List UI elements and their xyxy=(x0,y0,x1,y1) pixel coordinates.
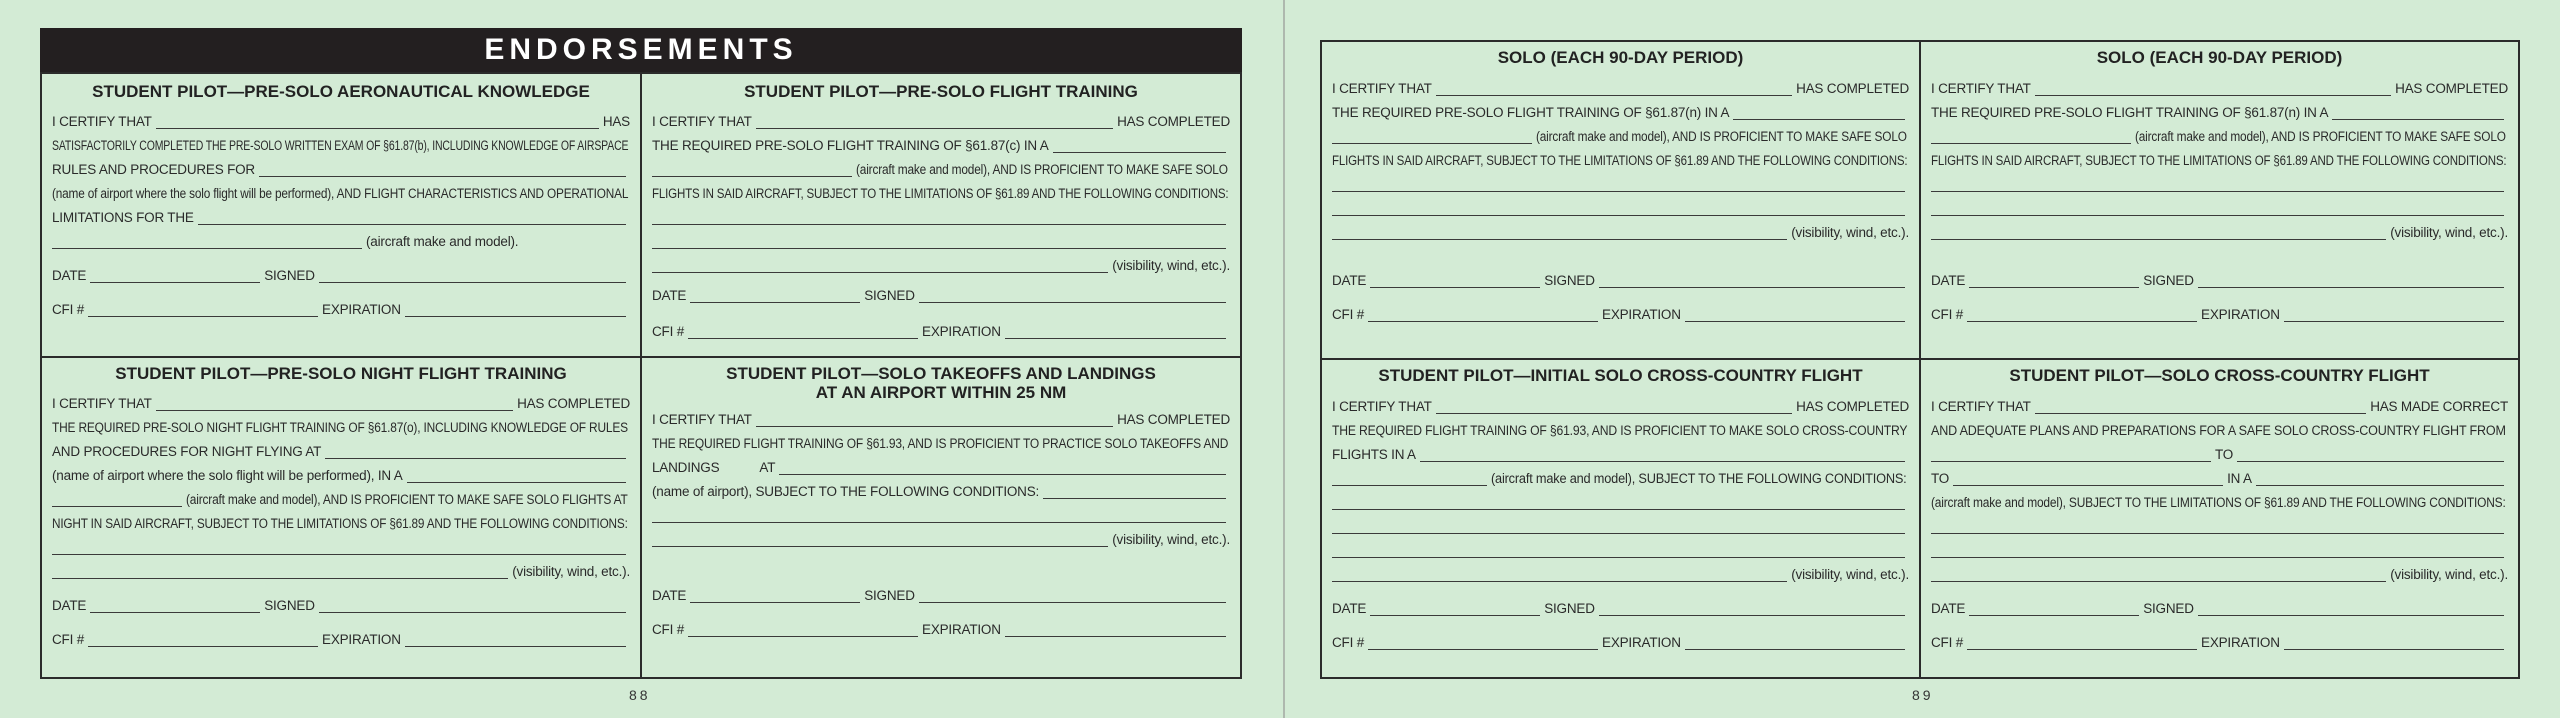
in-a-label: IN A xyxy=(2227,471,2252,486)
expiration-field[interactable] xyxy=(1005,337,1226,339)
expiration-field[interactable] xyxy=(405,645,626,647)
conditions-line[interactable] xyxy=(652,521,1226,523)
body-text: (aircraft make and model), SUBJECT TO THE LIMITATIONS OF §61.89 AND THE FOLLOWING CONDITIONS: xyxy=(1931,495,2506,510)
expiration-label: EXPIRATION xyxy=(1602,635,1681,650)
certify-label: I CERTIFY THAT xyxy=(52,114,152,129)
date-label: DATE xyxy=(52,268,87,283)
cfi-label: CFI # xyxy=(1931,307,1964,322)
date-field[interactable] xyxy=(690,601,860,603)
student-name-field[interactable] xyxy=(1436,94,1792,96)
expiration-field[interactable] xyxy=(2284,648,2504,650)
student-name-field[interactable] xyxy=(156,409,513,411)
body-text: FLIGHTS IN SAID AIRCRAFT, SUBJECT TO THE LIMITATIONS OF §61.89 AND THE FOLLOWING CONDITIONS: xyxy=(652,186,1229,201)
conditions-line[interactable] xyxy=(1931,556,2504,558)
cfi-label: CFI # xyxy=(1332,635,1365,650)
date-field[interactable] xyxy=(690,301,860,303)
student-name-field[interactable] xyxy=(156,127,599,129)
student-name-field[interactable] xyxy=(756,425,1113,427)
signature-field[interactable] xyxy=(1599,286,1905,288)
signature-field[interactable] xyxy=(919,601,1226,603)
conditions-line[interactable] xyxy=(1931,214,2504,216)
from-airport-field[interactable] xyxy=(1931,460,2211,462)
aircraft-model-field[interactable] xyxy=(1332,484,1487,486)
conditions-line[interactable] xyxy=(1931,238,2386,240)
body-text: AND ADEQUATE PLANS AND PREPARATIONS FOR A SAFE SOLO CROSS-COUNTRY FLIGHT FROM xyxy=(1931,423,2506,438)
expiration-label: EXPIRATION xyxy=(1602,307,1681,322)
cfi-label: CFI # xyxy=(1332,307,1365,322)
conditions-note: (visibility, wind, etc.). xyxy=(1791,225,1909,240)
body-text: (aircraft make and model), AND IS PROFICIENT TO MAKE SAFE SOLO xyxy=(2135,129,2506,144)
body-text: (aircraft make and model), AND IS PROFICIENT TO MAKE SAFE SOLO xyxy=(1536,129,1907,144)
date-label: DATE xyxy=(652,288,687,303)
date-field[interactable] xyxy=(1370,286,1540,288)
aircraft-field[interactable] xyxy=(407,481,626,483)
expiration-label: EXPIRATION xyxy=(322,302,401,317)
aircraft-note: (aircraft make and model). xyxy=(366,234,519,249)
signed-label: SIGNED xyxy=(2143,273,2194,288)
conditions-line[interactable] xyxy=(1332,508,1905,510)
student-name-field[interactable] xyxy=(2035,412,2366,414)
to-label: TO xyxy=(2215,447,2234,462)
endorsement-pre-solo-flight xyxy=(642,74,1240,356)
conditions-note: (visibility, wind, etc.). xyxy=(1112,258,1230,273)
student-name-field[interactable] xyxy=(756,127,1113,129)
cfi-number-field[interactable] xyxy=(88,315,318,317)
cell-title-line-1: STUDENT PILOT—SOLO TAKEOFFS AND LANDINGS xyxy=(726,364,1156,383)
aircraft-field[interactable] xyxy=(2256,484,2504,486)
has-completed-label: HAS COMPLETED xyxy=(2395,81,2508,96)
page-number-right: 89 xyxy=(1912,687,1934,703)
has-completed-label: HAS COMPLETED xyxy=(1796,399,1909,414)
body-text: (name of airport where the solo flight will be performed), IN A xyxy=(52,468,403,483)
certify-label: I CERTIFY THAT xyxy=(52,396,152,411)
conditions-note: (visibility, wind, etc.). xyxy=(1112,532,1230,547)
signed-label: SIGNED xyxy=(1544,601,1595,616)
body-text: SATISFACTORILY COMPLETED THE PRE-SOLO WRITTEN EXAM OF §61.87(b), INCLUDING KNOWLEDGE OF AIRSPACE xyxy=(52,138,629,153)
cfi-number-field[interactable] xyxy=(88,645,318,647)
endorsement-solo-takeoffs-landings xyxy=(642,358,1240,677)
signature-field[interactable] xyxy=(2198,286,2504,288)
expiration-field[interactable] xyxy=(405,315,626,317)
aircraft-field[interactable] xyxy=(1733,118,1905,120)
has-completed-label: HAS COMPLETED xyxy=(1117,114,1230,129)
endorsement-pre-solo-night xyxy=(42,358,640,677)
cell-title: STUDENT PILOT—PRE-SOLO FLIGHT TRAINING xyxy=(744,82,1138,101)
date-label: DATE xyxy=(1332,601,1367,616)
signed-label: SIGNED xyxy=(864,288,915,303)
expiration-label: EXPIRATION xyxy=(922,622,1001,637)
conditions-line[interactable] xyxy=(1332,214,1905,216)
to-airport-field[interactable] xyxy=(2237,460,2504,462)
conditions-line[interactable] xyxy=(1931,580,2386,582)
conditions-line[interactable] xyxy=(652,223,1226,225)
cfi-label: CFI # xyxy=(1931,635,1964,650)
endorsement-pre-solo-knowledge xyxy=(42,74,640,356)
certify-label: I CERTIFY THAT xyxy=(1931,81,2031,96)
endorsement-solo-90-day xyxy=(1921,42,2518,358)
certify-label: I CERTIFY THAT xyxy=(1332,81,1432,96)
signature-field[interactable] xyxy=(2198,614,2504,616)
certify-label: I CERTIFY THAT xyxy=(652,114,752,129)
signature-field[interactable] xyxy=(319,281,626,283)
body-text: THE REQUIRED PRE-SOLO NIGHT FLIGHT TRAINING OF §61.87(o), INCLUDING KNOWLEDGE OF RULES xyxy=(52,420,628,435)
to-label: TO xyxy=(1931,471,1950,486)
body-text: THE REQUIRED PRE-SOLO FLIGHT TRAINING OF §61.87(n) IN A xyxy=(1931,105,2329,120)
expiration-field[interactable] xyxy=(1685,320,1905,322)
body-text: THE REQUIRED FLIGHT TRAINING OF §61.93, AND IS PROFICIENT TO PRACTICE SOLO TAKEOFFS AND xyxy=(652,436,1229,451)
body-text: RULES AND PROCEDURES FOR xyxy=(52,162,255,177)
conditions-line[interactable] xyxy=(1332,190,1905,192)
book-spine xyxy=(1283,0,1285,718)
has-completed-label: HAS COMPLETED xyxy=(1796,81,1909,96)
cfi-label: CFI # xyxy=(52,302,85,317)
body-text: LANDINGS xyxy=(652,460,720,475)
body-text: LIMITATIONS FOR THE xyxy=(52,210,194,225)
certify-label: I CERTIFY THAT xyxy=(1332,399,1432,414)
certify-label: I CERTIFY THAT xyxy=(652,412,752,427)
date-label: DATE xyxy=(652,588,687,603)
conditions-line[interactable] xyxy=(1332,238,1787,240)
certify-label: I CERTIFY THAT xyxy=(1931,399,2031,414)
expiration-field[interactable] xyxy=(1005,635,1226,637)
body-text: (aircraft make and model), AND IS PROFICIENT TO MAKE SAFE SOLO xyxy=(856,162,1228,177)
expiration-label: EXPIRATION xyxy=(322,632,401,647)
conditions-line[interactable] xyxy=(1332,580,1787,582)
signature-field[interactable] xyxy=(1599,614,1905,616)
has-label: HAS xyxy=(602,114,630,129)
aircraft-field[interactable] xyxy=(2332,118,2504,120)
cfi-number-field[interactable] xyxy=(1967,648,2197,650)
signature-field[interactable] xyxy=(319,611,626,613)
signature-field[interactable] xyxy=(919,301,1226,303)
signed-label: SIGNED xyxy=(1544,273,1595,288)
aircraft-model-field[interactable] xyxy=(652,175,852,177)
body-text: (aircraft make and model), AND IS PROFICIENT TO MAKE SAFE SOLO FLIGHTS AT xyxy=(186,492,628,507)
aircraft-model-field[interactable] xyxy=(1931,142,2131,144)
has-made-correct-label: HAS MADE CORRECT xyxy=(2370,399,2508,414)
cfi-label: CFI # xyxy=(652,324,685,339)
conditions-line[interactable] xyxy=(652,247,1226,249)
cfi-number-field[interactable] xyxy=(1967,320,2197,322)
endorsements-banner: ENDORSEMENTS xyxy=(40,28,1242,72)
student-name-field[interactable] xyxy=(1436,412,1792,414)
body-text: FLIGHTS IN A xyxy=(1332,447,1416,462)
body-text: NIGHT IN SAID AIRCRAFT, SUBJECT TO THE LIMITATIONS OF §61.89 AND THE FOLLOWING CONDITIONS: xyxy=(52,516,628,531)
body-text: FLIGHTS IN SAID AIRCRAFT, SUBJECT TO THE LIMITATIONS OF §61.89 AND THE FOLLOWING CONDITIONS: xyxy=(1332,153,1908,168)
cfi-number-field[interactable] xyxy=(688,337,918,339)
body-text: THE REQUIRED FLIGHT TRAINING OF §61.93, AND IS PROFICIENT TO MAKE SOLO CROSS-COUNTRY xyxy=(1332,423,1908,438)
body-text: (name of airport), SUBJECT TO THE FOLLOWING CONDITIONS: xyxy=(652,484,1040,499)
expiration-label: EXPIRATION xyxy=(2201,307,2280,322)
date-label: DATE xyxy=(1931,273,1966,288)
cell-title-line-2: AT AN AIRPORT WITHIN 25 NM xyxy=(815,383,1067,402)
to-airport-field[interactable] xyxy=(1953,484,2223,486)
date-field[interactable] xyxy=(1370,614,1540,616)
cell-title: STUDENT PILOT—PRE-SOLO NIGHT FLIGHT TRAINING xyxy=(115,364,567,383)
expiration-label: EXPIRATION xyxy=(922,324,1001,339)
expiration-field[interactable] xyxy=(2284,320,2504,322)
conditions-note: (visibility, wind, etc.). xyxy=(1791,567,1909,582)
expiration-field[interactable] xyxy=(1685,648,1905,650)
aircraft-field[interactable] xyxy=(1420,460,1905,462)
signed-label: SIGNED xyxy=(264,598,315,613)
conditions-line[interactable] xyxy=(652,545,1108,547)
cfi-number-field[interactable] xyxy=(1368,320,1598,322)
date-field[interactable] xyxy=(1969,286,2139,288)
conditions-note: (visibility, wind, etc.). xyxy=(2390,567,2508,582)
date-label: DATE xyxy=(1332,273,1367,288)
conditions-note: (visibility, wind, etc.). xyxy=(512,564,630,579)
aircraft-model-field[interactable] xyxy=(52,505,182,507)
student-name-field[interactable] xyxy=(2035,94,2391,96)
endorsement-solo-cross-country xyxy=(1921,360,2518,677)
body-text: THE REQUIRED PRE-SOLO FLIGHT TRAINING OF §61.87(c) IN A xyxy=(652,138,1049,153)
cfi-label: CFI # xyxy=(52,632,85,647)
expiration-label: EXPIRATION xyxy=(2201,635,2280,650)
airport-field[interactable] xyxy=(325,457,626,459)
date-label: DATE xyxy=(52,598,87,613)
signed-label: SIGNED xyxy=(864,588,915,603)
endorsement-initial-solo-cross-country xyxy=(1322,360,1919,677)
aircraft-field[interactable] xyxy=(1053,151,1226,153)
conditions-line[interactable] xyxy=(1931,190,2504,192)
conditions-line[interactable] xyxy=(52,577,508,579)
cfi-label: CFI # xyxy=(652,622,685,637)
conditions-line[interactable] xyxy=(652,271,1108,273)
signed-label: SIGNED xyxy=(264,268,315,283)
has-completed-label: HAS COMPLETED xyxy=(1117,412,1230,427)
airport-field[interactable] xyxy=(259,175,626,177)
cfi-number-field[interactable] xyxy=(1368,648,1598,650)
body-text: FLIGHTS IN SAID AIRCRAFT, SUBJECT TO THE LIMITATIONS OF §61.89 AND THE FOLLOWING CONDITIONS: xyxy=(1931,153,2507,168)
conditions-line[interactable] xyxy=(1332,556,1905,558)
aircraft-model-field[interactable] xyxy=(1332,142,1532,144)
cell-title: SOLO (EACH 90-DAY PERIOD) xyxy=(2096,48,2343,67)
body-text: (aircraft make and model), SUBJECT TO THE FOLLOWING CONDITIONS: xyxy=(1491,471,1907,486)
body-text: THE REQUIRED PRE-SOLO FLIGHT TRAINING OF §61.87(n) IN A xyxy=(1332,105,1730,120)
cell-title: STUDENT PILOT—INITIAL SOLO CROSS-COUNTRY FLIGHT xyxy=(1378,366,1863,385)
has-completed-label: HAS COMPLETED xyxy=(517,396,630,411)
conditions-line[interactable] xyxy=(1043,497,1226,499)
aircraft-model-field[interactable] xyxy=(52,247,362,249)
conditions-line[interactable] xyxy=(1931,532,2504,534)
cell-title: SOLO (EACH 90-DAY PERIOD) xyxy=(1497,48,1744,67)
cell-title xyxy=(652,364,1230,402)
date-field[interactable] xyxy=(1969,614,2139,616)
aircraft-field[interactable] xyxy=(198,223,626,225)
endorsement-solo-90-day xyxy=(1322,42,1919,358)
conditions-line[interactable] xyxy=(1332,532,1905,534)
date-field[interactable] xyxy=(90,611,260,613)
cell-title: STUDENT PILOT—SOLO CROSS-COUNTRY FLIGHT xyxy=(2009,366,2430,385)
body-text: AND PROCEDURES FOR NIGHT FLYING AT xyxy=(52,444,322,459)
conditions-note: (visibility, wind, etc.). xyxy=(2390,225,2508,240)
cfi-number-field[interactable] xyxy=(688,635,918,637)
signed-label: SIGNED xyxy=(2143,601,2194,616)
body-text: AT xyxy=(759,460,776,475)
conditions-line[interactable] xyxy=(52,553,626,555)
cell-title: STUDENT PILOT—PRE-SOLO AERONAUTICAL KNOWLEDGE xyxy=(92,82,590,101)
airport-field[interactable] xyxy=(779,473,1226,475)
body-text: (name of airport where the solo flight will be performed), AND FLIGHT CHARACTERISTICS AND OPERATIONAL xyxy=(52,186,629,201)
date-label: DATE xyxy=(1931,601,1966,616)
date-field[interactable] xyxy=(90,281,260,283)
page-number-left: 88 xyxy=(629,687,651,703)
